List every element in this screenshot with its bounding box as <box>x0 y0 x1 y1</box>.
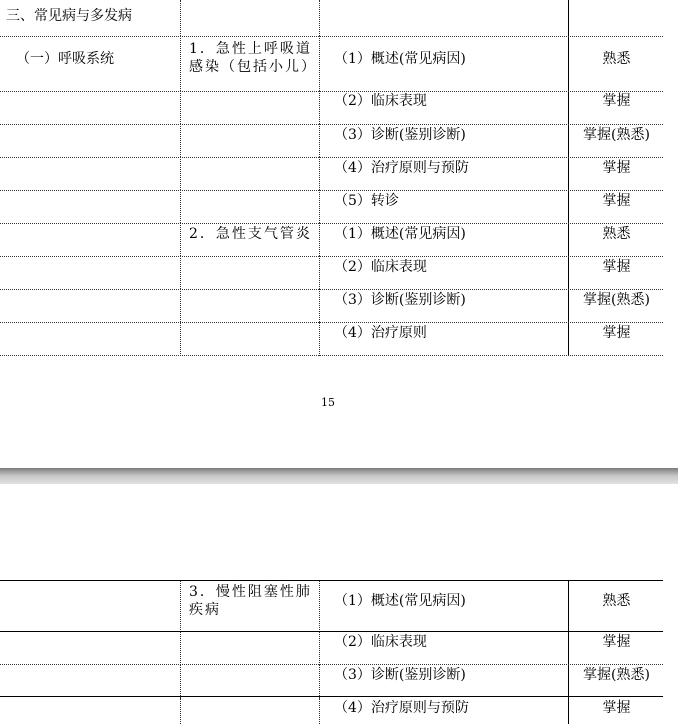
item-label: （3）诊断(鉴别诊断) <box>334 127 466 143</box>
item-label: （3）诊断(鉴别诊断) <box>334 667 466 683</box>
page-number: 15 <box>321 396 335 409</box>
row-divider <box>0 696 663 697</box>
item-label: （4）治疗原则 <box>334 325 427 341</box>
item-label: （2）临床表现 <box>334 259 427 275</box>
row-divider <box>0 256 663 257</box>
level-label: 熟悉 <box>602 226 631 242</box>
item-label: （5）转诊 <box>334 193 399 209</box>
disease-name: 3．慢性阻塞性肺疾病 <box>189 584 312 618</box>
level-label: 掌握(熟悉) <box>583 292 650 308</box>
row-divider <box>0 322 663 323</box>
level-label: 掌握 <box>602 193 631 209</box>
level-label: 掌握 <box>602 700 631 716</box>
table-row <box>0 124 663 157</box>
item-label: （2）临床表现 <box>334 93 427 109</box>
item-label: （1）概述(常见病因) <box>334 51 466 67</box>
table-row <box>0 157 663 190</box>
syllabus-table-1 <box>0 0 663 356</box>
row-divider <box>0 631 663 632</box>
table-row <box>0 36 663 91</box>
table-row <box>0 665 663 698</box>
item-label: （1）概述(常见病因) <box>334 593 466 609</box>
table-row <box>0 698 663 724</box>
item-label: （3）诊断(鉴别诊断) <box>334 292 466 308</box>
table-row <box>0 580 663 632</box>
level-label: 掌握 <box>602 160 631 176</box>
level-label: 掌握 <box>602 634 631 650</box>
section-title: 三、常见病与多发病 <box>6 8 132 24</box>
syllabus-table-2 <box>0 580 663 724</box>
table-bottom-border <box>0 355 663 356</box>
level-label: 掌握(熟悉) <box>583 127 650 143</box>
item-label: （2）临床表现 <box>334 634 427 650</box>
item-label: （1）概述(常见病因) <box>334 226 466 242</box>
level-label: 掌握 <box>602 93 631 109</box>
table-row-section-header <box>0 0 663 36</box>
disease-name: 2．急性支气管炎 <box>189 226 312 242</box>
category-label: （一）呼吸系统 <box>16 51 114 67</box>
row-divider <box>0 157 663 158</box>
row-divider <box>0 91 663 92</box>
item-label: （4）治疗原则与预防 <box>334 700 469 716</box>
table-row <box>0 91 663 124</box>
row-divider <box>0 190 663 191</box>
table-row <box>0 632 663 665</box>
row-divider <box>0 289 663 290</box>
row-divider <box>0 223 663 224</box>
level-label: 掌握 <box>602 259 631 275</box>
table-row <box>0 289 663 322</box>
table-row <box>0 256 663 289</box>
row-divider <box>0 124 663 125</box>
table-row <box>0 190 663 223</box>
level-label: 熟悉 <box>602 51 631 67</box>
row-divider <box>0 664 663 665</box>
document-page-2 <box>0 484 678 724</box>
page-separator <box>0 468 678 484</box>
level-label: 熟悉 <box>602 593 631 609</box>
table-row <box>0 322 663 356</box>
level-label: 掌握(熟悉) <box>583 667 650 683</box>
table-row <box>0 223 663 256</box>
table-top-border <box>0 580 663 581</box>
row-divider <box>0 36 663 37</box>
disease-name: 1．急性上呼吸道感染（包括小儿） <box>189 41 317 75</box>
item-label: （4）治疗原则与预防 <box>334 160 469 176</box>
level-label: 掌握 <box>602 325 631 341</box>
